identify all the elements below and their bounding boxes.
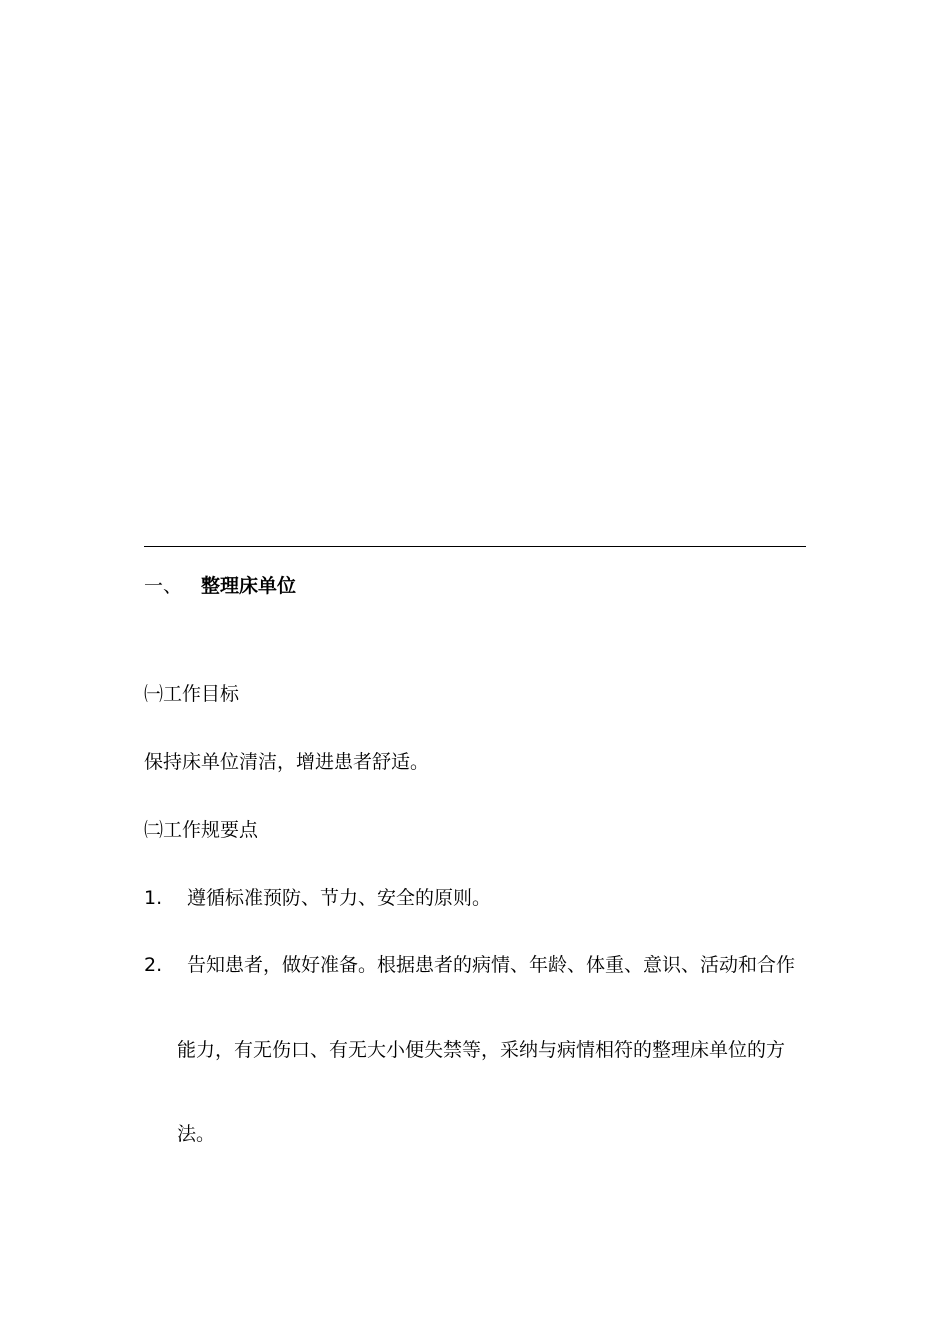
list-item-text: 遵循标准预防、节力、安全的原则。 (187, 887, 492, 909)
list-item (144, 886, 491, 910)
list-item-continuation: 能力，有无伤口、有无大小便失禁等，采纳与病情相符的整理床单位的方 (177, 1039, 786, 1061)
list-marker: 1. (144, 887, 163, 909)
list-item-continuation: 法。 (177, 1123, 216, 1145)
list-item-text: 告知患者，做好准备。根据患者的病情、年龄、体重、意识、活动和合作 (187, 954, 796, 976)
horizontal-rule (144, 546, 806, 547)
subsection-goal-heading: ㈠工作目标 (144, 683, 240, 705)
section-title: 整理床单位 (201, 575, 297, 597)
subsection-points-heading: ㈡工作规要点 (144, 819, 259, 841)
goal-paragraph: 保持床单位清洁，增进患者舒适。 (144, 751, 430, 773)
list-marker: 2. (144, 954, 163, 976)
section-number: 一、 (144, 575, 183, 597)
section-heading (144, 574, 296, 598)
list-item (144, 953, 795, 977)
